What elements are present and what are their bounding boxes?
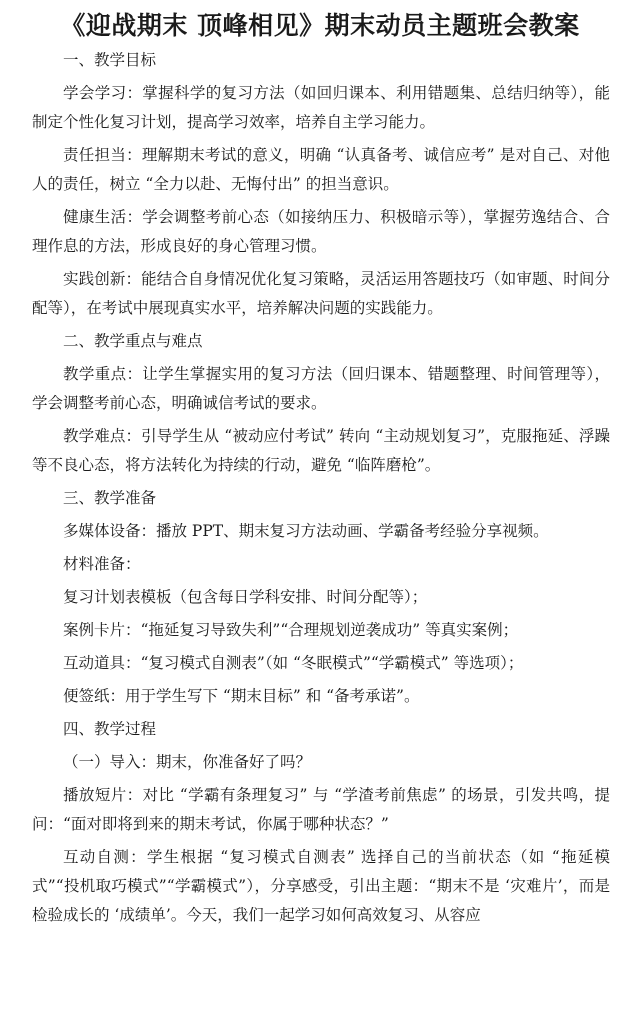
list-item-sticky-notes: 便签纸：用于学生写下 “期末目标” 和 “备考承诺”。 xyxy=(63,687,420,705)
section-heading-preparation: 三、教学准备 xyxy=(63,489,157,507)
paragraph-learning: 学会学习：掌握科学的复习方法（如回归课本、利用错题集、总结归纳等），能制定个性化复习计划，提高学习效率，培养自主学习能力。 xyxy=(32,84,610,131)
paragraph-short-film: 播放短片：对比 “学霸有条理复习” 与 “学渣考前焦虑” 的场景，引发共鸣，提问：“面对即将到来的期末考试，你属于哪种状态？” xyxy=(32,786,610,833)
paragraph-self-test: 互动自测：学生根据 “复习模式自测表” 选择自己的当前状态（如 “拖延模式”“投机取巧模式”“学霸模式”），分享感受，引出主题：“期末不是 ‘灾难片’，而是检验成长的 ‘成绩单’。今天，我们一起学习如何高效复习、从容应 xyxy=(32,848,610,924)
paragraph-key-points: 教学重点：让学生掌握实用的复习方法（回归课本、错题整理、时间管理等），学会调整考前心态，明确诚信考试的要求。 xyxy=(32,365,610,412)
document-body xyxy=(32,46,610,930)
subsection-heading-intro: （一）导入：期末，你准备好了吗？ xyxy=(63,753,312,771)
paragraph-materials: 材料准备： xyxy=(63,555,141,573)
list-item-case-cards: 案例卡片：“拖延复习导致失利”“合理规划逆袭成功” 等真实案例； xyxy=(63,621,519,639)
section-heading-objectives: 一、教学目标 xyxy=(63,51,157,69)
list-item-plan-template: 复习计划表模板（包含每日学科安排、时间分配等）； xyxy=(63,588,428,606)
list-item-interactive-props: 互动道具：“复习模式自测表”（如 “冬眠模式”“学霸模式” 等选项）； xyxy=(63,654,524,672)
paragraph-innovation: 实践创新：能结合自身情况优化复习策略，灵活运用答题技巧（如审题、时间分配等），在考试中展现真实水平，培养解决问题的实践能力。 xyxy=(32,270,610,317)
paragraph-health: 健康生活：学会调整考前心态（如接纳压力、积极暗示等），掌握劳逸结合、合理作息的方法，形成良好的身心管理习惯。 xyxy=(32,208,610,255)
section-heading-process: 四、教学过程 xyxy=(63,720,157,738)
paragraph-responsibility: 责任担当：理解期末考试的意义，明确 “认真备考、诚信应考” 是对自己、对他人的责任，树立 “全力以赴、无悔付出” 的担当意识。 xyxy=(32,146,610,193)
document-title: 《迎战期末 顶峰相见》期末动员主题班会教案 xyxy=(60,11,580,40)
section-heading-key-points: 二、教学重点与难点 xyxy=(63,332,203,350)
paragraph-multimedia: 多媒体设备：播放 PPT、期末复习方法动画、学霸备考经验分享视频。 xyxy=(63,522,549,540)
paragraph-difficulties: 教学难点：引导学生从 “被动应付考试” 转向 “主动规划复习”，克服拖延、浮躁等不良心态，将方法转化为持续的行动，避免 “临阵磨枪”。 xyxy=(32,427,610,474)
